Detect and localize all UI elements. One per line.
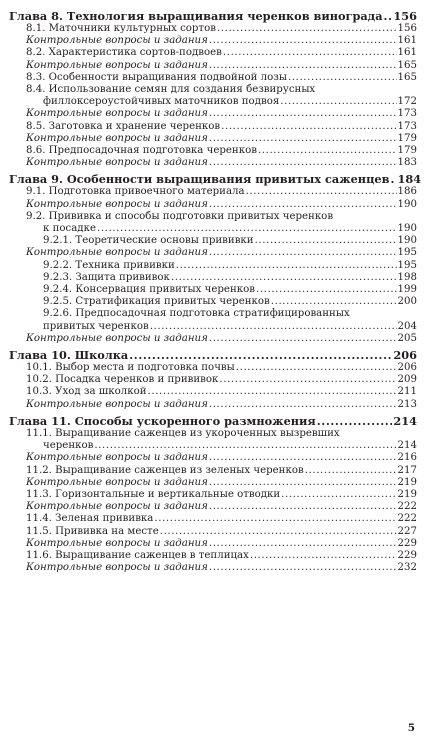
review-questions-entry [9,157,417,169]
dot-leader [154,513,396,525]
entry-title: 9.1. Подготовка привоечного материала [26,186,245,198]
review-questions-entry [9,60,417,72]
dot-leader [209,199,397,211]
dot-leader [129,348,392,362]
entry-page-number: 204 [397,320,417,332]
entry-title: Контрольные вопросы и задания [26,537,208,549]
entry-title: 10.3. Уход за школкой [26,386,147,398]
section-entry [9,72,417,84]
entry-title: 8.3. Особенности выращивания подвойной лозы [26,71,287,83]
section-entry [9,84,417,108]
entry-title: 8.2. Характеристика сортов-подвоев [26,47,222,59]
entry-title: 8.1. Маточники культурных сортов [26,23,216,34]
review-questions-entry [9,333,417,345]
entry-title: Контрольные вопросы и задания [26,108,208,120]
entry-page-number: 190 [397,198,417,210]
chapter-entry [9,172,422,187]
entry-page-number: 173 [397,108,417,120]
entry-page-number: 219 [397,476,417,488]
entry-page-number: 190 [397,223,417,235]
entry-page-number: 179 [397,132,417,144]
entry-page-number: 179 [397,145,417,157]
review-questions-entry [9,562,417,574]
entry-page-number: 200 [397,296,417,308]
review-questions-entry [9,247,417,259]
review-questions-entry [9,133,417,145]
review-questions-entry [9,199,417,211]
dot-leader [271,296,397,308]
dot-leader [317,414,393,428]
entry-page-number: 227 [397,525,417,537]
dot-leader [246,186,397,198]
entry-title: привитых черенков [43,320,149,332]
chapter-entry [9,414,417,428]
section-entry [9,386,417,398]
entry-page-number: 195 [397,247,417,259]
entry-title: 9.2.4. Консервация привитых черенков [43,284,255,296]
chapter-entry [9,9,417,23]
entry-title: Контрольные вопросы и задания [26,247,208,259]
subsection-entry [9,235,417,247]
dot-leader [258,145,397,157]
entry-title: Контрольные вопросы и задания [26,198,208,210]
entry-title: 10.1. Выбор места и подготовка почвы [26,362,235,374]
dot-leader [209,562,397,574]
entry-page-number: 198 [397,271,417,283]
entry-title: 11.1. Выращивание саженцев из укороченных вызревших [26,427,340,439]
review-questions-entry [9,35,417,47]
entry-page-number: 229 [397,537,417,549]
entry-page-number: 209 [397,374,417,386]
entry-page-number: 219 [397,488,417,500]
entry-page-number: 213 [397,398,417,410]
entry-title: 9.2.5. Стратификация привитых черенков [43,296,270,308]
entry-page-number: 206 [397,362,417,374]
dot-leader [160,526,397,538]
dot-leader [250,550,397,562]
dot-leader [209,35,397,47]
dot-leader [171,272,397,284]
entry-title: 11.6. Выращивание саженцев в теплицах [26,549,249,561]
section-entry [9,428,417,452]
review-questions-entry [9,399,417,411]
entry-title: Контрольные вопросы и задания [26,132,208,144]
dot-leader [176,260,397,272]
entry-title: 11.4. Зеленая прививка [26,513,154,525]
subsection-entry [9,272,417,284]
dot-leader [280,96,396,108]
entry-title: 9.2.3. Защита прививок [43,271,170,283]
entry-page-number: 184 [397,172,422,187]
dot-leader [150,321,397,333]
section-entry [9,465,417,477]
section-entry [9,489,417,501]
entry-page-number: 214 [397,440,417,452]
section-entry [9,374,417,386]
entry-page-number: 211 [397,386,417,398]
section-entry [9,47,417,59]
entry-page-number: 214 [393,413,417,428]
review-questions-entry [9,538,417,550]
entry-page-number: 186 [397,186,417,198]
entry-page-number: 199 [397,284,417,296]
dot-leader [209,452,397,464]
section-entry [9,121,417,133]
entry-title: Глава 10. Школка [9,348,129,363]
entry-title: черенков [43,440,94,452]
entry-page-number: 165 [397,71,417,83]
dot-leader [219,374,396,386]
entry-title: Глава 9. Особенности выращивания привитых саженцев [9,172,390,187]
dot-leader [384,9,393,23]
dot-leader [209,333,397,345]
entry-page-number: 222 [397,501,417,513]
entry-page-number: 173 [397,120,417,132]
entry-title: 8.4. Использование семян для создания безвирусных [26,84,316,96]
entry-title: Контрольные вопросы и задания [26,157,208,169]
entry-title: Контрольные вопросы и задания [26,562,208,574]
dot-leader [256,284,397,296]
dot-leader [94,440,396,452]
entry-title: Глава 8. Технология выращивания черенков винограда [9,9,383,23]
entry-title: Контрольные вопросы и задания [26,35,208,47]
subsection-entry [9,296,417,308]
dot-leader [209,108,397,120]
entry-title: Контрольные вопросы и задания [26,59,208,71]
dot-leader [97,223,397,235]
dot-leader [305,465,397,477]
dot-leader [223,47,397,59]
entry-title: 9.2.1. Теоретические основы прививки [43,235,254,247]
dot-leader [255,235,397,247]
entry-page-number: 156 [393,9,417,23]
dot-leader [209,157,397,169]
dot-leader [209,501,397,513]
dot-leader [236,362,397,374]
entry-page-number: 190 [397,235,417,247]
section-entry [9,362,417,374]
entry-title: Контрольные вопросы и задания [26,332,208,344]
dot-leader [390,172,396,186]
entry-page-number: 161 [397,47,417,59]
dot-leader [217,23,397,35]
entry-title: Глава 11. Способы ускоренного размножения [9,413,316,428]
subsection-entry [9,260,417,272]
entry-page-number: 206 [393,348,417,363]
entry-page-number: 229 [397,549,417,561]
review-questions-entry [9,501,417,513]
table-of-contents [9,9,422,574]
entry-page-number: 216 [397,452,417,464]
entry-title: 11.2. Выращивание саженцев из зеленых черенков [26,464,304,476]
entry-page-number: 195 [397,259,417,271]
section-entry [9,23,417,35]
entry-page-number: 161 [397,35,417,47]
entry-title: 11.3. Горизонтальные и вертикальные отводки [26,488,281,500]
entry-title: Контрольные вопросы и задания [26,501,208,513]
section-entry [9,211,417,235]
entry-title: Контрольные вопросы и задания [26,398,208,410]
entry-title: 9.2.2. Техника прививки [43,259,175,271]
entry-title: 8.6. Предпосадочная подготовка черенков [26,145,257,157]
dot-leader [209,399,397,411]
dot-leader [209,538,397,550]
entry-page-number: 232 [397,562,417,574]
entry-title: Контрольные вопросы и задания [26,476,208,488]
section-entry [9,550,417,562]
entry-title: 8.5. Заготовка и хранение черенков [26,120,221,132]
subsection-entry [9,308,417,332]
entry-page-number: 183 [397,157,417,169]
chapter-entry [9,348,417,362]
section-entry [9,145,417,157]
dot-leader [209,133,397,145]
entry-page-number: 172 [397,96,417,108]
dot-leader [209,247,397,259]
review-questions-entry [9,452,417,464]
entry-page-number: 217 [397,464,417,476]
entry-page-number: 156 [397,23,417,34]
dot-leader [221,121,396,133]
entry-title: 11.5. Прививка на месте [26,525,159,537]
section-entry [9,186,417,198]
entry-title: к посадке [43,223,96,235]
page-number: 5 [407,722,415,734]
entry-page-number: 205 [397,332,417,344]
dot-leader [148,386,397,398]
section-entry [9,513,417,525]
entry-title: 9.2.6. Предпосадочная подготовка стратифицированных [43,308,350,320]
dot-leader [288,72,397,84]
subsection-entry [9,284,417,296]
entry-page-number: 222 [397,513,417,525]
entry-title: филлоксероустойчивых маточников подвоя [43,96,280,108]
review-questions-entry [9,477,417,489]
dot-leader [209,477,397,489]
entry-title: 9.2. Прививка и способы подготовки привитых черенков [26,210,334,222]
review-questions-entry [9,108,417,120]
section-entry [9,526,417,538]
dot-leader [281,489,396,501]
entry-title: Контрольные вопросы и задания [26,452,208,464]
dot-leader [209,60,397,72]
entry-title: 10.2. Посадка черенков и прививок [26,374,219,386]
entry-page-number: 165 [397,59,417,71]
